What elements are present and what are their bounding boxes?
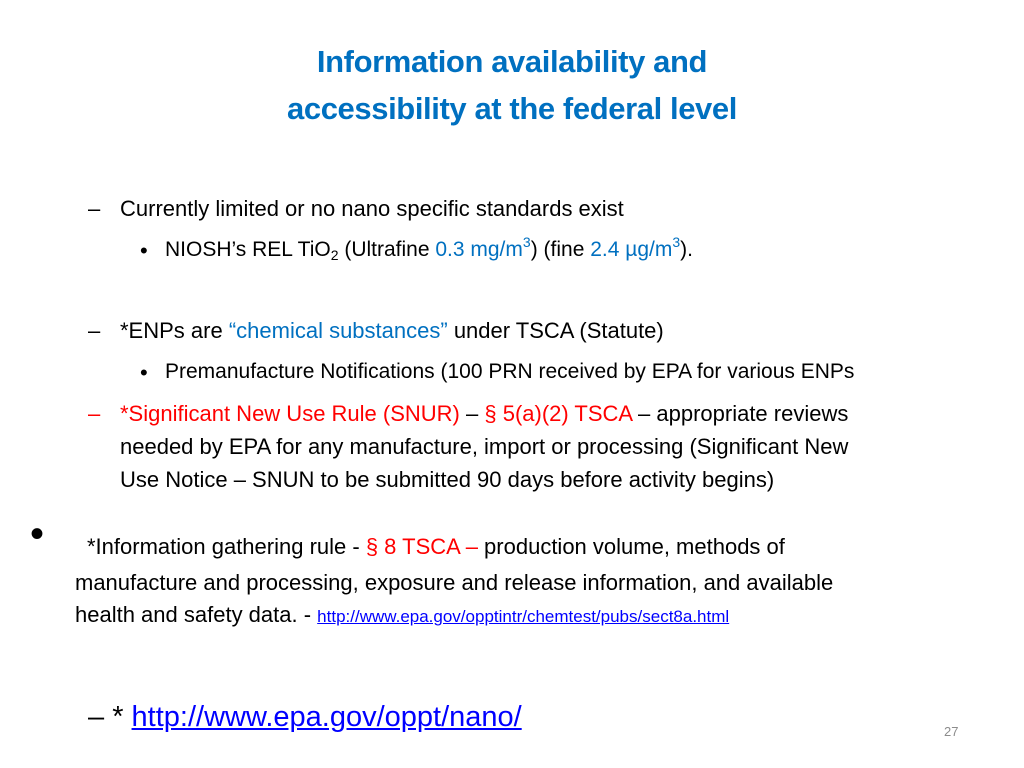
tsca-8-reference: § 8 TSCA – (365, 534, 478, 559)
large-bullet: • (30, 512, 45, 556)
info-prefix: *Information gathering rule - (87, 534, 366, 559)
snur-text-1: – appropriate reviews (631, 401, 849, 426)
item-niosh-rel (165, 234, 693, 263)
info-text-1: production volume, methods of (477, 534, 785, 559)
info-text-2: manufacture and processing, exposure and release information, and available (75, 570, 834, 595)
snur-separator: – (459, 401, 485, 426)
dash-bullet-red: – (88, 401, 101, 426)
info-text-3: health and safety data. - (75, 602, 318, 627)
snur-text-3: Use Notice – SNUN to be submitted 90 days before activity begins) (120, 467, 775, 492)
item-snur-line-1 (120, 401, 848, 427)
niosh-text-4: ). (680, 238, 693, 261)
niosh-text-3: ) (fine (530, 238, 591, 261)
slide-title (0, 38, 1024, 132)
ultrafine-exponent: 3 (522, 234, 531, 250)
info-line-2 (75, 565, 1005, 601)
title-line-1: Information availability and (316, 44, 708, 79)
info-line-3 (75, 601, 1005, 631)
snur-text-2: needed by EPA for any manufacture, import or processing (Significant New (120, 434, 849, 459)
item-enps (120, 318, 664, 344)
dot-bullet: • (140, 360, 148, 385)
niosh-text-1: NIOSH’s REL TiO (165, 238, 331, 261)
niosh-text-2: (Ultrafine (338, 238, 436, 261)
dot-bullet: • (140, 238, 148, 263)
dash-bullet: – (88, 318, 101, 343)
item-standards (120, 196, 624, 222)
enps-prefix: *ENPs are (120, 318, 229, 343)
item-nano-link (88, 701, 522, 734)
page-number: 27 (944, 724, 959, 739)
tio2-subscript: 2 (330, 247, 339, 263)
item-snur-line-3 (120, 467, 774, 493)
premanufacture-text: Premanufacture Notifications (100 PRN received by EPA for various ENPs (165, 360, 855, 383)
ultrafine-value: 0.3 mg/m (435, 238, 523, 261)
item-standards-text: Currently limited or no nano specific standards exist (120, 196, 624, 221)
info-line-1 (75, 529, 1005, 565)
enps-suffix: under TSCA (Statute) (447, 318, 664, 343)
item-information-gathering (75, 529, 1005, 631)
item-snur-line-2 (120, 434, 848, 460)
chemical-substances-highlight: “chemical substances” (228, 318, 448, 343)
fine-exponent: 3 (672, 234, 681, 250)
dash-bullet: – (88, 701, 105, 733)
sect8a-link[interactable]: http://www.epa.gov/opptintr/chemtest/pubs/sect8a.html (317, 607, 730, 626)
nano-link[interactable]: http://www.epa.gov/oppt/nano/ (131, 701, 522, 733)
title-line-2: accessibility at the federal level (287, 91, 737, 126)
tsca-5a2-reference: § 5(a)(2) TSCA (484, 401, 632, 426)
fine-value: 2.4 µg/m (590, 238, 673, 261)
nano-star: * (112, 701, 132, 733)
dash-bullet: – (88, 196, 101, 221)
item-premanufacture (165, 360, 854, 384)
snur-label: *Significant New Use Rule (SNUR) (120, 401, 460, 426)
